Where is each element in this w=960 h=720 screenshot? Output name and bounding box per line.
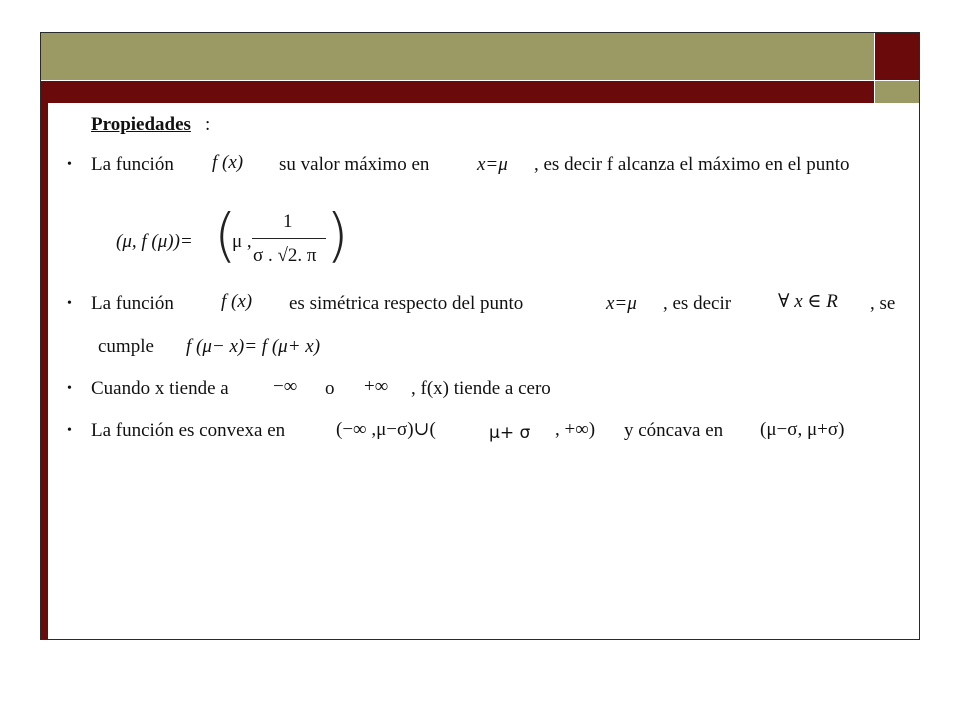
bullet-4-interval-1: (−∞ ,μ−σ)∪( [336, 419, 436, 440]
bullet-1-mid: su valor máximo en [279, 154, 430, 175]
bullet-2-tail: , se [870, 293, 896, 314]
formula-1-close-paren: ) [326, 201, 349, 269]
bullet-4-mid: y cóncava en [624, 420, 724, 441]
header-olive-band [41, 33, 874, 80]
bullet-2-quantifier: ∀ x ∈ R [778, 291, 838, 312]
bullet-2-marker: • [67, 296, 72, 311]
bullet-1-tail: , es decir f alcanza el máximo en el punto [534, 154, 850, 175]
left-accent-bar [41, 103, 48, 639]
bullet-3-marker: • [67, 381, 72, 396]
bullet-2-mid: es simétrica respecto del punto [289, 293, 524, 314]
bullet-4-interval-1-tail: , +∞) [555, 419, 596, 440]
formula-1-left: (μ, f (μ))= [116, 231, 193, 252]
header-olive-square [875, 81, 919, 103]
bullet-3-lead: Cuando x tiende a [91, 378, 229, 399]
bullet-1-marker: • [67, 157, 72, 172]
bullet-4-interval-2: (μ−σ, μ+σ) [760, 419, 845, 440]
bullet-2-cond: x=μ [606, 293, 637, 314]
formula-1-fraction-line [252, 238, 326, 239]
bullet-3-or: o [325, 378, 335, 399]
overlay-mu-plus-sigma: μ+ σ [489, 423, 531, 443]
formula-1-numerator: 1 [283, 211, 293, 232]
bullet-2-line2-eq: f (μ− x)= f (μ+ x) [186, 336, 321, 357]
bullet-2-fx: f (x) [221, 291, 253, 312]
formula-1-denominator: σ . √2. π [253, 245, 317, 266]
bullet-1-fx: f (x) [212, 152, 244, 173]
bullet-2-line2-lead: cumple [98, 336, 154, 357]
bullet-3-plus-inf: +∞ [364, 376, 389, 397]
bullet-4-lead: La función es convexa en [91, 420, 286, 441]
bullet-2-lead: La función [91, 293, 174, 314]
bullet-3-tail: , f(x) tiende a cero [411, 378, 551, 399]
bullet-3-minus-inf: −∞ [273, 376, 298, 397]
heading-colon: : [205, 114, 211, 135]
bullet-4-marker: • [67, 423, 72, 438]
bullet-2-mid2: , es decir [663, 293, 732, 314]
header-maroon-square [875, 33, 919, 80]
bullet-1-cond: x=μ [477, 154, 508, 175]
heading-propiedades: Propiedades [91, 114, 191, 135]
formula-1-mu: μ , [232, 231, 252, 252]
header-maroon-band [41, 81, 874, 103]
bullet-1-lead: La función [91, 154, 174, 175]
formula-1-open-paren: ( [214, 201, 237, 269]
